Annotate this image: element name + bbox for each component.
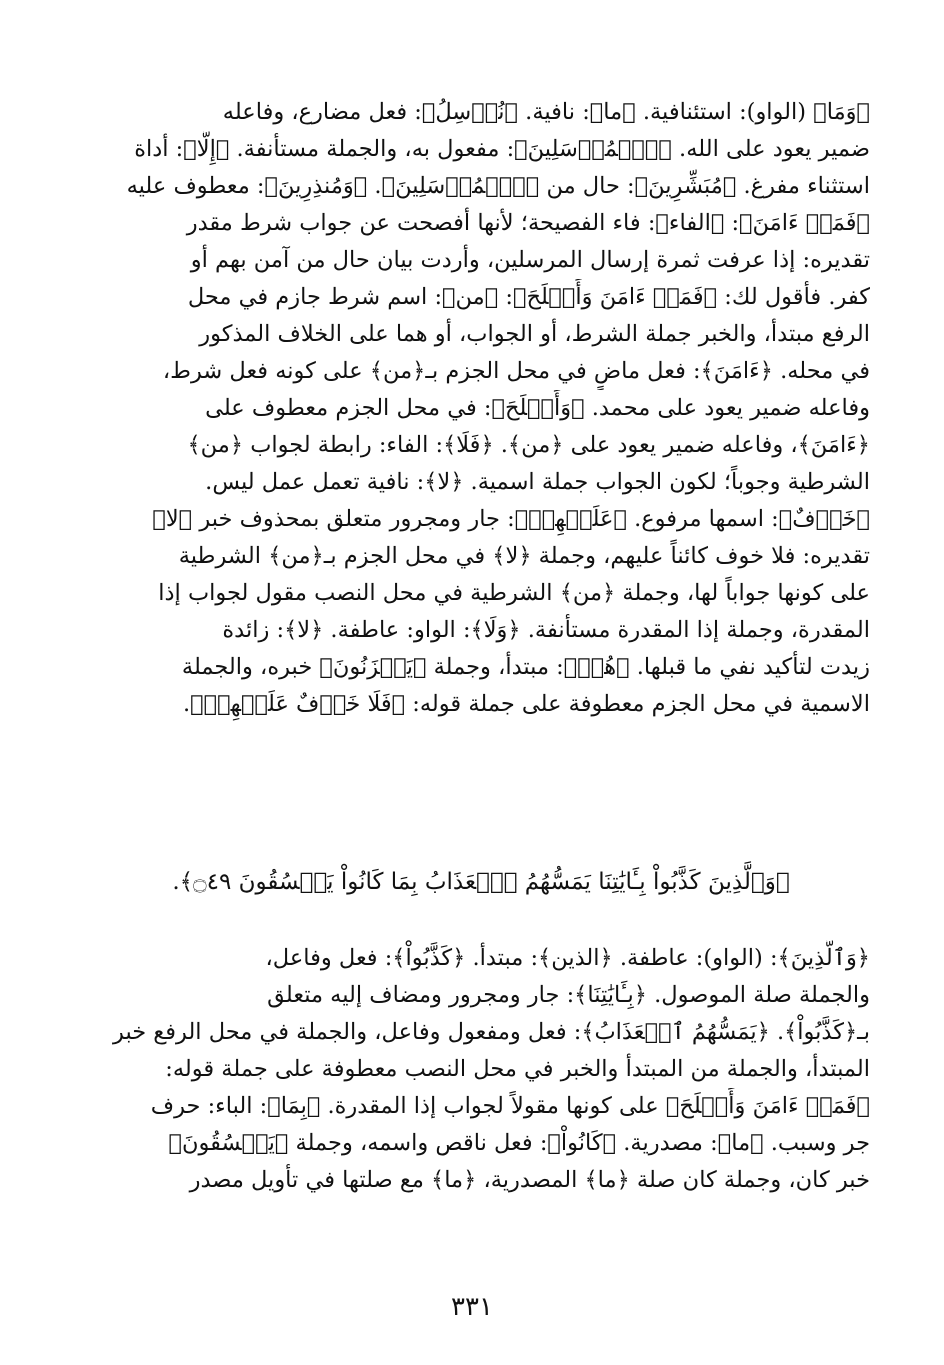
text-line: الرفع مبتدأ، والخبر جملة الشرط، أو الجواب، أو هما على الخلاف المذكور <box>199 321 870 347</box>
text-line: ﴿فَمَنۡ ءَامَنَ﴾: ﴿الفاء﴾: فاء الفصيحة؛ لأنها أفصحت عن جواب شرط مقدر <box>186 210 870 236</box>
text-line: خبر كان، وجملة كان صلة ﴿ما﴾ المصدرية، ﴿ما﴾ مع صلتها في تأويل مصدر <box>189 1167 870 1193</box>
text-line: بـ﴿كَذَّبُواْ﴾. ﴿يَمَسُّهُمُ ٱلۡعَذَابُ﴾: فعل ومفعول وفاعل، والجملة في محل الرفع خبر <box>113 1019 870 1045</box>
text-line: ﴿وَٱلَّذِينَ﴾: (الواو): عاطفة. ﴿الذين﴾: مبتدأ. ﴿كَذَّبُواْ﴾: فعل وفاعل، <box>265 945 870 971</box>
text-line: ﴿وَمَا﴾ (الواو): استئنافية. ﴿ما﴾: نافية. ﴿نُرۡسِلُ﴾: فعل مضارع، وفاعله <box>222 99 870 125</box>
text-line: المبتدأ، والجملة من المبتدأ والخبر في محل النصب معطوفة على جملة قوله: <box>165 1056 870 1082</box>
grammar-commentary-paragraph-1 <box>92 94 870 723</box>
text-line: ﴿فَمَنۡ ءَامَنَ وَأَصۡلَحَ﴾ على كونها مقولاً لجواب إذا المقدرة. ﴿بِمَا﴾: الباء: حرف <box>150 1093 870 1119</box>
text-line: الاسمية في محل الجزم معطوفة على جملة قوله: ﴿فَلَا خَوۡفٌ عَلَيۡهِمۡ﴾. <box>183 691 870 717</box>
text-line: ﴿ءَامَنَ﴾، وفاعله ضمير يعود على ﴿من﴾. ﴿فَلَا﴾: الفاء: رابطة لجواب ﴿من﴾ <box>187 432 870 458</box>
text-line: كفر. فأقول لك: ﴿فَمَنۡ ءَامَنَ وَأَصۡلَحَ﴾: ﴿من﴾: اسم شرط جازم في محل <box>187 284 870 310</box>
text-line: الشرطية وجوباً؛ لكون الجواب جملة اسمية. ﴿لا﴾: نافية تعمل عمل ليس. <box>205 469 870 495</box>
text-line: ﴿خَوۡفٌ﴾: اسمها مرفوع. ﴿عَلَيۡهِمۡ﴾: جار ومجرور متعلق بمحذوف خبر ﴿لا﴾ <box>152 506 870 532</box>
text-line: وفاعله ضمير يعود على محمد. ﴿وَأَصۡلَحَ﴾: في محل الجزم معطوف على <box>205 395 870 421</box>
quran-verse-heading: ﴿وَٱلَّذِينَ كَذَّبُواْ بِـَٔايَٰتِنَا يَمَسُّهُمُ ٱلۡعَذَابُ بِمَا كَانُواْ يَفۡسُقُونَ ۝٤٩﴾. <box>172 869 790 895</box>
text-line: استثناء مفرغ. ﴿مُبَشِّرِينَ﴾: حال من ﴿ٱلۡمُرۡسَلِينَ﴾. ﴿وَمُنذِرِينَ﴾: معطوف عليه <box>126 173 870 199</box>
text-line: على كونها جواباً لها، وجملة ﴿من﴾ الشرطية في محل النصب مقول لجواب إذا <box>158 580 870 606</box>
grammar-commentary-paragraph-2 <box>92 940 870 1199</box>
text-line: تقديره: فلا خوف كائناً عليهم، وجملة ﴿لا﴾ في محل الجزم بـ﴿من﴾ الشرطية <box>178 543 870 569</box>
text-line: والجملة صلة الموصول. ﴿بِـَٔايَٰتِنَا﴾: جار ومجرور ومضاف إليه متعلق <box>267 982 870 1008</box>
text-line: ضمير يعود على الله. ﴿ٱلۡمُرۡسَلِينَ﴾: مفعول به، والجملة مستأنفة. ﴿إِلَّا﴾: أداة <box>134 136 870 162</box>
text-line: جر وسبب. ﴿ما﴾: مصدرية. ﴿كَانُواْ﴾: فعل ناقص واسمه، وجملة ﴿يَفۡسُقُونَ﴾ <box>168 1130 870 1156</box>
text-line: في محله. ﴿ءَامَنَ﴾: فعل ماضٍ في محل الجزم بـ﴿من﴾ على كونه فعل شرط، <box>162 358 870 384</box>
page-number: ٣٣١ <box>451 1292 493 1322</box>
text-line: زيدت لتأكيد نفي ما قبلها. ﴿هُمۡ﴾: مبتدأ، وجملة ﴿يَحۡزَنُونَ﴾ خبره، والجملة <box>181 654 870 680</box>
text-line: المقدرة، وجملة إذا المقدرة مستأنفة. ﴿وَلَا﴾: الواو: عاطفة. ﴿لا﴾: زائدة <box>222 617 870 643</box>
text-line: تقديره: إذا عرفت ثمرة إرسال المرسلين، وأردت بيان حال من آمن بهم أو <box>190 247 870 273</box>
